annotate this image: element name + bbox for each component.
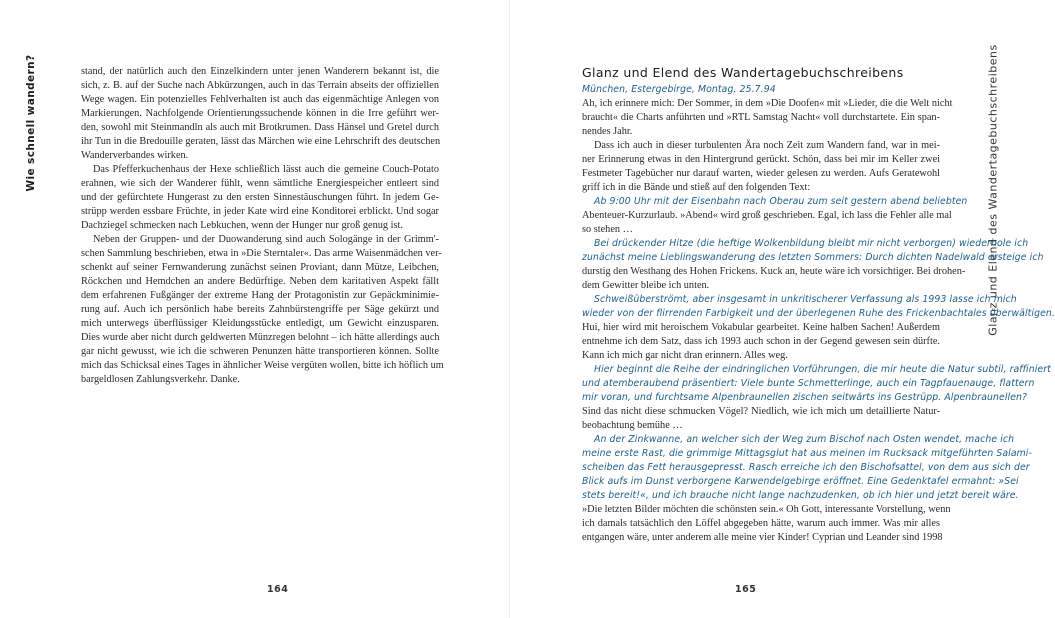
text-line: Neben der Gruppen- und der Duowanderung sind auch Sologänge in der Grimm'-	[93, 234, 439, 245]
text-line: sich, z. B. auf der Suche nach Abkürzungen, auch in das Terrain abseits der offiziellen	[81, 80, 439, 91]
text-line: dem erfahrenen Fußgänger der extreme Hang der Protagonistin zur Gepäckminimie-	[81, 290, 439, 301]
text-line: Abenteuer-Kurzurlaub. »Abend« wird groß geschrieben. Egal, ich lass die Fehler alle mal	[582, 210, 952, 221]
text-line: dem Gewitter bleibe ich unten.	[582, 280, 710, 291]
text-line: braucht« die Charts anführten und »RTL Samstag Nacht« voll durchstartete. Ein span-	[582, 112, 940, 123]
diary-line: meine erste Rast, die grimmige Mittagsglut hat aus meinen im Rucksack mitgeführten Salami-	[582, 448, 1032, 459]
text-line: mich unterwegs überflüssiger Kleidungsstücke entledigt, um Gewicht einzusparen.	[81, 318, 439, 329]
text-line: durstig den Westhang des Hohen Frickens. Kuck an, heute wäre ich vorsichtiger. Bei drohen-	[582, 266, 966, 277]
diary-line: stets bereit!«, und ich brauche nicht lange nachzudenken, ob ich hier und jetzt bereit wäre.	[582, 490, 1019, 501]
diary-line: Ab 9:00 Uhr mit der Eisenbahn nach Oberau zum seit gestern abend beliebten	[594, 196, 968, 207]
text-line: schenkt auf seiner Fernwanderung zunächst seinen Proviant, dann Mütze, Leibchen,	[81, 262, 439, 273]
text-line: Wege wagen. Ein potenzielles Fehlverhalten ist auch das eigenmächtige Anlegen von	[81, 94, 439, 105]
text-line: stand, der natürlich auch den Einzelkindern unter jenen Wanderern bekannt ist, die	[81, 66, 439, 77]
text-line: Sind das nicht diese schmucken Vögel? Niedlich, wie ich mich um detaillierte Natur-	[582, 406, 940, 417]
text-line: Kann ich mich gar nicht dran erinnern. Alles weg.	[582, 350, 788, 361]
text-line: nendes Jahr.	[582, 126, 633, 137]
left-page-text	[81, 65, 444, 387]
text-line: Dies wurde aber nicht durch geldwerten Münzregen belohnt – ich hätte allerdings auch	[81, 332, 440, 343]
text-line: gar nicht gewusst, wie ich die schweren Penunzen hätte transportieren können. Sollte	[81, 346, 439, 357]
text-line: ner Erinnerung etwas in den Hintergrund gerückt. Schön, dass bei mir im Keller zwei	[582, 154, 940, 165]
text-line: rung auf. Auch ich persönlich habe bereits Zahnbürstengriffe per Säge gekürzt und	[81, 304, 439, 315]
text-line: bargeldlosen Zahlungsverkehr. Danke.	[81, 374, 240, 385]
right-page-text	[582, 65, 1055, 545]
text-line: »Die letzten Bilder möchten die schönsten sein.« Oh Gott, interessante Vorstellung, wenn	[582, 504, 951, 515]
text-line: beobachtung bemühe …	[582, 420, 683, 431]
diary-line: wieder von der flirrenden Farbigkeit und der überlegenen Ruhe des Frickenbachtales überwältigen.	[582, 308, 1055, 319]
text-line: strüpp werden essbare Früchte, in jeder Kate wird eine Konditorei erblickt. Und sogar	[81, 206, 439, 217]
text-line: Ah, ich erinnere mich: Der Sommer, in dem »Die Doofen« mit »Lieder, die die Welt nicht	[582, 98, 953, 109]
diary-line: zunächst meine Lieblingswanderung des letzten Sommers: Durch dichten Nadelwald ersteige ich	[582, 252, 1044, 263]
text-line: schen Sammlung beschrieben, etwa in »Die Sterntaler«. Das arme Waisenmädchen ver-	[81, 248, 442, 259]
text-line: Wanderverbandes wirken.	[81, 150, 189, 161]
text-line: Hui, hier wird mit heroischem Vokabular gearbeitet. Keine halben Sachen! Außerdem	[582, 322, 940, 333]
running-head-right: Glanz und Elend des Wandertagebuchschreibens	[986, 44, 1000, 336]
diary-line: Blick aufs im Dunst verborgene Karwendelgebirge eröffnet. Eine Gedenktafel ermahnt: »Sei	[582, 476, 1019, 487]
diary-line: mir voran, und furchtsame Alpenbraunellen zischen seitwärts ins Gestrüpp. Alpenbraunellen?	[582, 392, 1028, 403]
diary-line: Bei drückender Hitze (die heftige Wolkenbildung bleibt mir nicht verborgen) wiederhole ich	[594, 238, 1029, 249]
text-line: Dachziegel schmecken nach Lebkuchen, wenn der Hunger nur groß genug ist.	[81, 220, 403, 231]
text-line: mich das Schicksal eines Tages in ähnlicher Weise vergüten wollen, bitte ich höflich um	[81, 360, 444, 371]
diary-dateline: München, Estergebirge, Montag, 25.7.94	[582, 84, 776, 95]
text-line: Das Pfefferkuchenhaus der Hexe schließlich lässt auch die gemeine Couch-Potato	[93, 164, 439, 175]
text-line: entgangen wäre, unter anderem alle meine vier Kinder! Cyprian und Leander sind 1998	[582, 532, 943, 543]
text-line: Festmeter Tagebücher nur darauf warten, wieder gelesen zu werden. Aufs Geratewohl	[582, 168, 940, 179]
diary-line: und atemberaubend präsentiert: Viele bunte Schmetterlinge, auch ein Tagpfauenauge, flattern	[582, 378, 1035, 389]
diary-line: Hier beginnt die Reihe der eindringlichen Vorführungen, die mir heute die Natur subtil, raffiniert	[594, 364, 1051, 375]
text-line: erahnen, wie sich der Wanderer fühlt, wenn sämtliche Energiespeicher entleert sind	[81, 178, 439, 189]
running-head-left: Wie schnell wandern?	[25, 54, 37, 192]
text-line: ihr Tun in die Bredouille geraten, lässt das Märchen wie eine Lehrschrift des deutschen	[81, 136, 441, 147]
text-line: Markierungen. Nachfolgende Orientierungssuchende können in die Irre geführt wer-	[81, 108, 439, 119]
text-line: entnehme ich dem Satz, dass ich 1993 auch schon in der Gegend gewesen sein dürfte.	[582, 336, 940, 347]
diary-line: An der Zinkwanne, an welcher sich der Weg zum Bischof nach Osten wendet, mache ich	[594, 434, 1015, 445]
page-number-right: 165	[735, 584, 757, 595]
text-line: griff ich in die Bände und stieß auf den folgenden Text:	[582, 182, 811, 193]
diary-line: Schweißüberströmt, aber insgesamt in unkritischerer Verfassung als 1993 lasse ich mich	[594, 294, 1017, 305]
diary-line: scheiben das Fett herausgepresst. Rasch erreiche ich den Bischofsattel, von dem aus sich der	[582, 462, 1030, 473]
section-title: Glanz und Elend des Wandertagebuchschreibens	[582, 65, 904, 80]
page-number-left: 164	[267, 584, 289, 595]
text-line: so stehen …	[582, 224, 633, 235]
text-line: Dass ich auch in dieser turbulenten Ära noch Zeit zum Wandern fand, war in mei-	[594, 140, 940, 151]
text-line: und der gefürchtete Hungerast zu den ersten Sinnestäuschungen führt. In jedem Ge-	[81, 192, 439, 203]
text-line: Röckchen und Hemdchen an andere Bedürftige. Neben dem karitativen Aspekt fällt	[81, 276, 439, 287]
page-gutter	[509, 0, 510, 618]
text-line: ich damals tatsächlich den Löffel abgegeben hätte, warum auch immer. Was mir alles	[582, 518, 940, 529]
text-line: den, sowohl mit Steinmandln als auch mit Brotkrumen. Dass Hänsel und Gretel durch	[81, 122, 439, 133]
